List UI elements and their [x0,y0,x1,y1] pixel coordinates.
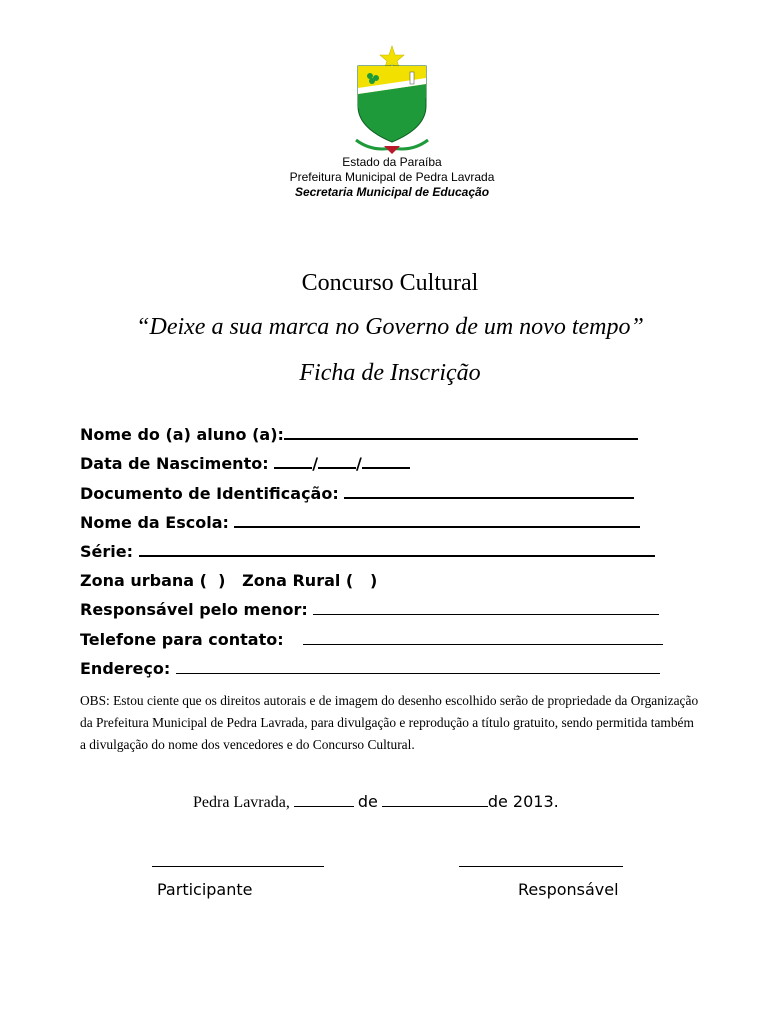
address-line[interactable] [176,659,660,674]
address-label: Endereço: [80,659,171,678]
de-label: de [357,792,378,811]
guardian-label: Responsável pelo menor: [80,600,308,619]
day-line[interactable] [294,794,354,807]
student-name-label: Nome do (a) aluno (a): [80,425,284,444]
phone-field [80,630,663,650]
urban-zone-close[interactable]: ) [218,571,226,590]
phone-line[interactable] [303,630,663,645]
birth-date-separator: / [312,454,319,473]
urban-zone-label: Zona urbana ( [80,571,207,590]
phone-label: Telefone para contato: [80,630,284,649]
obs-paragraph: OBS: Estou ciente que os direitos autorais e de imagem do desenho escolhido serão de propriedade da Organização da Prefeitura Municipal de Pedra Lavrada, para divulgação e reprodução a título gratuito, sendo permitida também a divulgação do nome dos vencedores e do Concurso Cultural. [80,693,699,752]
birth-date-field [80,453,410,474]
contest-slogan: “Deixe a sua marca no Governo de um novo tempo” [136,314,644,340]
guardian-line[interactable] [313,600,659,615]
participant-label: Participante [157,880,253,899]
participant-signature-line[interactable] [152,866,324,867]
municipal-crest-icon [352,44,432,160]
school-name-field [80,512,640,533]
rural-zone-close[interactable]: ) [369,571,378,590]
grade-label: Série: [80,542,133,561]
birth-date-separator: / [356,454,362,473]
guardian-field [80,600,659,620]
grade-field [80,541,655,562]
form-title: Ficha de Inscrição [299,360,481,386]
guardian-signature-label: Responsável [518,880,619,899]
zone-field [80,571,377,591]
grade-line[interactable] [139,541,655,557]
student-name-field [80,424,638,445]
birth-month-line[interactable] [318,453,356,469]
month-line[interactable] [382,794,488,807]
header-state: Estado da Paraíba [342,155,442,169]
id-document-line[interactable] [344,483,634,499]
city-label: Pedra Lavrada, [193,794,290,811]
school-name-label: Nome da Escola: [80,513,229,532]
student-name-line[interactable] [284,424,638,440]
school-name-line[interactable] [234,512,640,528]
year-label: de 2013. [487,792,559,811]
birth-date-label: Data de Nascimento: [80,454,269,473]
header-prefecture: Prefeitura Municipal de Pedra Lavrada [289,170,495,184]
guardian-signature-line[interactable] [459,866,623,867]
header-secretariat: Secretaria Municipal de Educação [294,185,490,199]
address-field [80,659,660,679]
contest-title: Concurso Cultural [301,270,479,296]
rural-zone-label: Zona Rural ( [242,571,354,590]
date-line [193,792,559,812]
id-document-field [80,483,634,504]
birth-year-line[interactable] [362,453,410,469]
birth-day-line[interactable] [274,453,312,469]
id-document-label: Documento de Identificação: [80,484,339,503]
